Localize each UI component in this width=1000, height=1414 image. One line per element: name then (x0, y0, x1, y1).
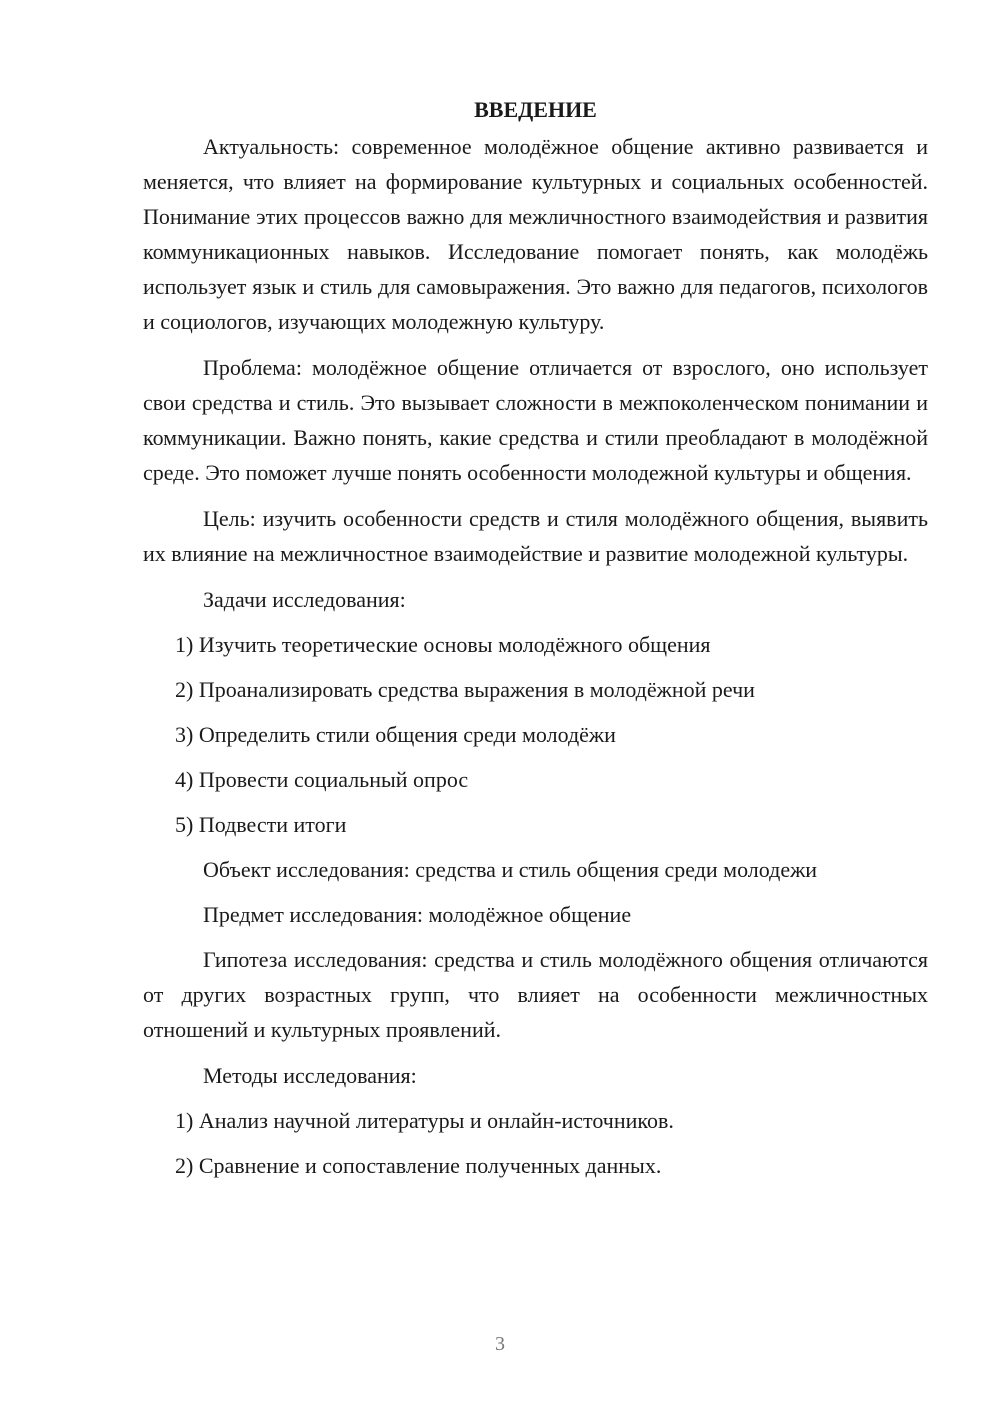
section-heading: ВВЕДЕНИЕ (474, 97, 597, 122)
document-page (143, 94, 928, 1193)
task-item-3: 3) Определить стили общения среди молодёжи (175, 722, 616, 747)
page-number: 3 (495, 1333, 505, 1355)
task-item-1: 1) Изучить теоретические основы молодёжного общения (175, 632, 711, 657)
problem-paragraph: Проблема: молодёжное общение отличается от взрослого, оно использует свои средства и стиль. Это вызывает сложности в межпоколенческом понимании и коммуникации. Важно понять, какие средства и стили преобладают в молодёжной среде. Это поможет лучше понять особенности молодежной культуры и общения. (143, 355, 928, 485)
task-item-5: 5) Подвести итоги (175, 812, 347, 837)
method-item-2: 2) Сравнение и сопоставление полученных данных. (175, 1153, 662, 1178)
relevance-paragraph: Актуальность: современное молодёжное общение активно развивается и меняется, что влияет на формирование культурных и социальных особенностей. Понимание этих процессов важно для межличностного взаимодействия и развития коммуникационных навыков. Исследование помогает понять, как молодёжь использует язык и стиль для самовыражения. Это важно для педагогов, психологов и социологов, изучающих молодежную культуру. (143, 134, 928, 334)
object-line: Объект исследования: средства и стиль общения среди молодежи (203, 857, 818, 882)
method-item-1: 1) Анализ научной литературы и онлайн-источников. (175, 1108, 674, 1133)
task-item-2: 2) Проанализировать средства выражения в молодёжной речи (175, 677, 755, 702)
tasks-label: Задачи исследования: (203, 587, 406, 612)
subject-line: Предмет исследования: молодёжное общение (203, 902, 632, 927)
goal-paragraph: Цель: изучить особенности средств и стиля молодёжного общения, выявить их влияние на межличностное взаимодействие и развитие молодежной культуры. (143, 506, 928, 566)
methods-label: Методы исследования: (203, 1063, 417, 1088)
task-item-4: 4) Провести социальный опрос (175, 767, 469, 792)
hypothesis-paragraph: Гипотеза исследования: средства и стиль молодёжного общения отличаются от других возрастных групп, что влияет на особенности межличностных отношений и культурных проявлений. (143, 947, 928, 1042)
